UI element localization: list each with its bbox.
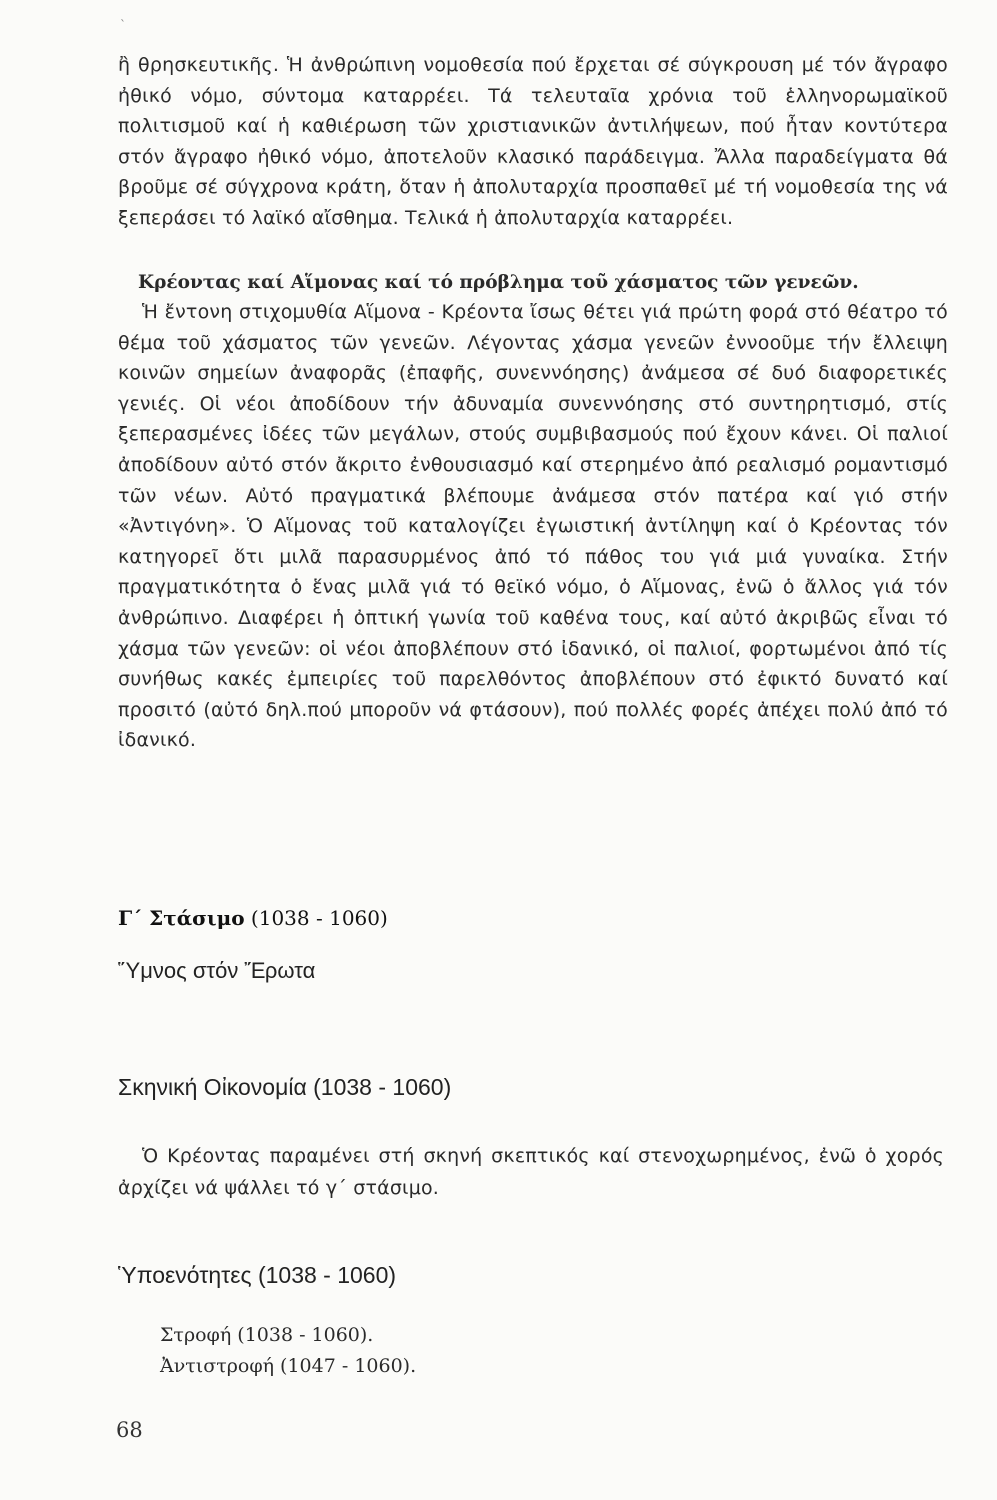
subunit-strophe: Στροφή (1038 - 1060). <box>160 1324 374 1346</box>
scenic-economy-text: Ὁ Κρέοντας παραμένει στή σκηνή σκεπτικός καί στενοχωρημένος, ἐνῶ ὁ χορός ἀρχίζει νά ψάλλει τό γ΄ στάσιμο. <box>118 1145 944 1199</box>
paragraph-religion-law: ἢ θρησκευτικῆς. Ἡ ἀνθρώπινη νομοθεσία πού ἔρχεται σέ σύγκρουση μέ τόν ἄγραφο ἠθικό νόμο, σύντομα καταρρέει. Τά τελευταῖα χρόνια τοῦ ἑλληνορωμαϊκοῦ πολιτισμοῦ καί ἡ καθιέρωση τῶν χριστιανικῶν ἀντιλήψεων, πού ἦταν κοντύτερα στόν ἄγραφο ἠθικό νόμο, ἀποτελοῦν κλασικό παράδειγμα. Ἄλλα παραδείγματα θά βροῦμε σέ σύγχρονα κράτη, ὅταν ἡ ἀπολυταρχία προσπαθεῖ μέ τή νομοθεσία της νά ξεπεράσει τό λαϊκό αἴσθημα. Τελικά ἡ ἀπολυταρχία καταρρέει. <box>118 54 948 229</box>
section-title <box>118 906 388 930</box>
subheading-generation-gap: Κρέοντας καί Αἵμονας καί τό πρόβλημα τοῦ χάσματος τῶν γενεῶν. <box>138 272 859 293</box>
subunit-antistrophe: Ἀντιστροφή (1047 - 1060). <box>160 1355 417 1377</box>
scenic-economy-title: Σκηνική Οἰκονομία (1038 - 1060) <box>118 1074 452 1100</box>
paragraph-generation-gap: Ἡ ἔντονη στιχομυθία Αἵμονα - Κρέοντα ἴσως θέτει γιά πρώτη φορά στό θέατρο τό θέμα τοῦ χάσματος τῶν γενεῶν. Λέγοντας χάσμα γενεῶν ἐννοοῦμε τήν ἔλλειψη κοινῶν σημείων ἀναφορᾶς (ἐπαφῆς, συνεννόησης) ἀνάμεσα σέ δυό διαφορετικές γενιές. Οἱ νέοι ἀποδίδουν τήν ἀδυναμία συνεννόησης στό συντηρητισμό, στίς ξεπερασμένες ἰδέες τῶν μεγάλων, στούς συμβιβασμούς πού ἔχουν κάνει. Οἱ παλιοί ἀποδίδουν αὐτό στόν ἄκριτο ἐνθουσιασμό καί στερημένο ἀπό ρεαλισμό ρομαντισμό τῶν νέων. Αὐτό πραγματικά βλέπουμε ἀνάμεσα στόν πατέρα καί γιό στήν «Ἀντιγόνη». Ὁ Αἵμονας τοῦ καταλογίζει ἐγωιστική ἀντίληψη καί ὁ Κρέοντας τόν κατηγορεῖ ὅτι μιλᾶ παρασυρμένος ἀπό τό πάθος του γιά μιά γυναίκα. Στήν πραγματικότητα ὁ ἕνας μιλᾶ γιά τό θεϊκό νόμο, ὁ Αἵμονας, ἐνῶ ὁ ἄλλος γιά τόν ἀνθρώπινο. Διαφέρει ἡ ὀπτική γωνία τοῦ καθένα τους, καί αὐτό ἀκριβῶς εἶναι τό χάσμα τῶν γενεῶν: οἱ νέοι ἀποβλέπουν στό ἰδανικό, οἱ παλιοί, φορτωμένοι ἀπό τίς συνήθως κακές ἐμπειρίες τοῦ παρελθόντος ἀποβλέπουν στό ἐφικτό δυνατό καί προσιτό (αὐτό δηλ.πού μποροῦν νά φτάσουν), πού πολλές φορές ἀπέχει πολύ ἀπό τό ἰδανικό. <box>118 301 948 752</box>
scan-mark: ` <box>120 18 126 32</box>
subunits-title: Ὑποενότητες (1038 - 1060) <box>118 1262 397 1288</box>
page-number: 68 <box>116 1418 143 1442</box>
section-subtitle: Ὕμνος στόν Ἔρωτα <box>118 958 316 983</box>
section-title-range: (1038 - 1060) <box>244 906 388 930</box>
section-title-label: Γ΄ Στάσιμο <box>118 906 245 930</box>
